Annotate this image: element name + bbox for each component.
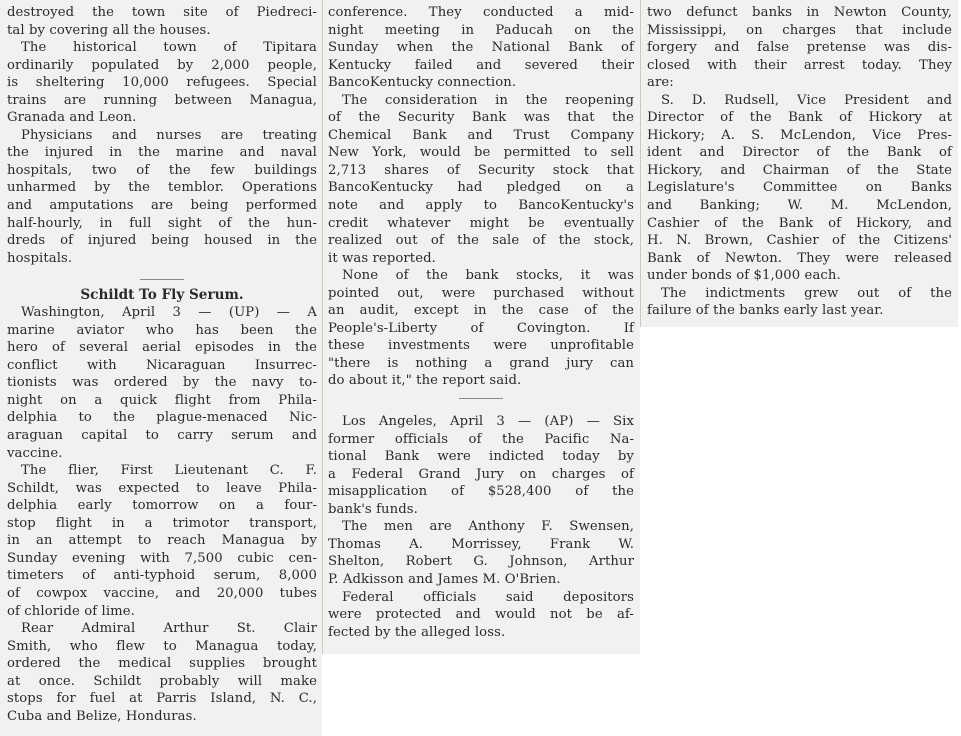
text-line: S. D. Rudsell, Vice President and <box>661 92 952 108</box>
text-line: an audit, except in the case of the <box>328 303 634 319</box>
text-line: is sheltering 10,000 refugees. Special <box>7 75 317 91</box>
paragraph <box>7 620 317 725</box>
text-line: Cuba and Belize, Honduras. <box>7 708 197 724</box>
text-line: dreds of injured being housed in the <box>7 233 317 249</box>
paragraph <box>328 413 634 518</box>
text-line: The consideration in the reopening <box>342 92 634 108</box>
text-line: vaccine. <box>7 445 63 461</box>
text-line: realized out of the sale of the stock, <box>328 233 634 249</box>
column-1 <box>0 0 322 736</box>
text-line: pointed out, were purchased without <box>328 285 634 301</box>
paragraph <box>7 462 317 620</box>
text-line: Physicians and nurses are treating <box>21 127 317 143</box>
paragraph <box>328 4 634 92</box>
text-line: unharmed by the temblor. Operations <box>7 180 317 196</box>
text-line: destroyed the town site of Piedreci- <box>7 5 317 20</box>
text-line: at once. Schildt probably will make <box>7 673 317 689</box>
text-line: araguan capital to carry serum and <box>7 428 317 444</box>
text-line: BancoKentucky connection. <box>328 75 517 91</box>
text-line: delphia early tomorrow on a four- <box>7 498 317 514</box>
text-line: 2,713 shares of Security stock that <box>328 162 634 178</box>
text-line: failure of the banks early last year. <box>647 303 884 319</box>
spacer <box>328 399 634 413</box>
text-line: under bonds of $1,000 each. <box>647 268 841 284</box>
text-line: and Banking; W. M. McLendon, <box>647 198 952 214</box>
text-line: credit whatever might be eventually <box>328 215 634 231</box>
spacer <box>7 267 317 279</box>
text-line: The flier, First Lieutenant C. F. <box>21 463 317 479</box>
text-line: ident and Director of the Bank of <box>647 145 952 161</box>
paragraph <box>647 4 952 92</box>
text-line: night meeting in Paducah on the <box>328 22 634 38</box>
paragraph <box>7 4 317 39</box>
text-line: fected by the alleged loss. <box>328 624 506 640</box>
column-2 <box>322 0 640 654</box>
text-line: marine aviator who has been the <box>7 322 317 338</box>
text-line: delphia to the plague-menaced Nic- <box>7 410 317 426</box>
paragraph <box>328 518 634 588</box>
paragraph <box>328 589 634 642</box>
paragraph <box>647 92 952 285</box>
text-line: in an attempt to reach Managua by <box>7 533 317 549</box>
text-line: two defunct banks in Newton County, <box>647 5 952 20</box>
paragraph <box>328 92 634 267</box>
text-line: Washington, April 3 — (UP) — A <box>21 305 317 321</box>
text-line: tal by covering all the houses. <box>7 22 211 38</box>
text-line: The indictments grew out of the <box>661 285 952 301</box>
text-line: it was reported. <box>328 250 436 266</box>
text-line: of chloride of lime. <box>7 603 135 619</box>
text-line: night on a quick flight from Phila- <box>7 392 317 408</box>
text-line: New York, would be permitted to sell <box>328 145 634 161</box>
text-line: Sunday evening with 7,500 cubic cen- <box>7 550 317 566</box>
text-line: Federal officials said depositors <box>342 589 634 605</box>
text-line: hospitals, two of the few buildings <box>7 162 317 178</box>
text-line: Sunday when the National Bank of <box>328 40 634 56</box>
text-line: Granada and Leon. <box>7 110 137 126</box>
text-line: trains are running between Managua, <box>7 92 317 108</box>
text-line: are: <box>647 75 674 91</box>
text-line: were protected and would not be af- <box>328 607 634 623</box>
paragraph <box>7 304 317 462</box>
text-line: the injured in the marine and naval <box>7 145 317 161</box>
text-line: "there is nothing a grand jury can <box>328 355 634 371</box>
text-line: tionists was ordered by the navy to- <box>7 375 317 391</box>
text-line: former officials of the Pacific Na- <box>328 431 634 447</box>
text-line: forgery and false pretense was dis- <box>647 40 952 56</box>
text-line: tional Bank were indicted today by <box>328 449 634 465</box>
text-line: of the Security Bank was that the <box>328 110 634 126</box>
text-line: Chemical Bank and Trust Company <box>328 127 634 143</box>
text-line: conference. They conducted a mid- <box>328 5 634 20</box>
text-line: Cashier of the Bank of Hickory, and <box>647 215 952 231</box>
text-line: None of the bank stocks, it was <box>342 268 634 284</box>
text-line: Kentucky failed and severed their <box>328 57 634 73</box>
article-headline: Schildt To Fly Serum. <box>80 287 244 304</box>
text-line: Los Angeles, April 3 — (AP) — Six <box>342 414 634 430</box>
text-line: stops for fuel at Parris Island, N. C., <box>7 691 317 707</box>
text-line: H. N. Brown, Cashier of the Citizens' <box>647 233 952 249</box>
text-line: note and apply to BancoKentucky's <box>328 198 634 214</box>
text-line: hospitals. <box>7 250 73 266</box>
text-line: of cowpox vaccine, and 20,000 tubes <box>7 585 317 601</box>
text-line: closed with their arrest today. They <box>647 57 952 73</box>
text-line: Hickory, and Chairman of the State <box>647 162 952 178</box>
text-line: conflict with Nicaraguan Insurrec- <box>7 357 317 373</box>
text-line: stop flight in a trimotor transport, <box>7 515 317 531</box>
text-line: BancoKentucky had pledged on a <box>328 180 634 196</box>
text-line: Smith, who flew to Managua today, <box>7 638 317 654</box>
text-line: The men are Anthony F. Swensen, <box>342 519 634 535</box>
text-line: P. Adkisson and James M. O'Brien. <box>328 571 561 587</box>
text-line: ordered the medical supplies brought <box>7 656 317 672</box>
text-line: Rear Admiral Arthur St. Clair <box>21 621 317 637</box>
text-line: Director of the Bank of Hickory at <box>647 110 952 126</box>
text-line: Mississippi, on charges that include <box>647 22 952 38</box>
text-line: a Federal Grand Jury on charges of <box>328 466 634 482</box>
spacer <box>328 390 634 398</box>
paragraph <box>7 39 317 127</box>
text-line: Thomas A. Morrissey, Frank W. <box>328 536 634 552</box>
text-line: bank's funds. <box>328 501 418 517</box>
text-line: these investments were unprofitable <box>328 338 634 354</box>
text-line: and amputations are being performed <box>7 198 317 214</box>
text-line: Legislature's Committee on Banks <box>647 180 952 196</box>
text-line: Schildt, was expected to leave Phila- <box>7 480 317 496</box>
text-line: Shelton, Robert G. Johnson, Arthur <box>328 554 634 570</box>
text-line: ordinarily populated by 2,000 people, <box>7 57 317 73</box>
text-line: Bank of Newton. They were released <box>647 250 952 266</box>
paragraph <box>7 127 317 267</box>
text-line: The historical town of Tipitara <box>21 40 317 56</box>
text-line: half-hourly, in full sight of the hun- <box>7 215 317 231</box>
text-line: Hickory; A. S. McLendon, Vice Pres- <box>647 127 952 143</box>
paragraph <box>328 267 634 390</box>
paragraph <box>647 285 952 320</box>
text-line: do about it," the report said. <box>328 373 522 389</box>
text-line: misapplication of $528,400 of the <box>328 484 634 500</box>
text-line: People's-Liberty of Covington. If <box>328 320 634 336</box>
column-3 <box>640 0 958 327</box>
text-line: hero of several aerial episodes in the <box>7 340 317 356</box>
text-line: timeters of anti-typhoid serum, 8,000 <box>7 568 317 584</box>
